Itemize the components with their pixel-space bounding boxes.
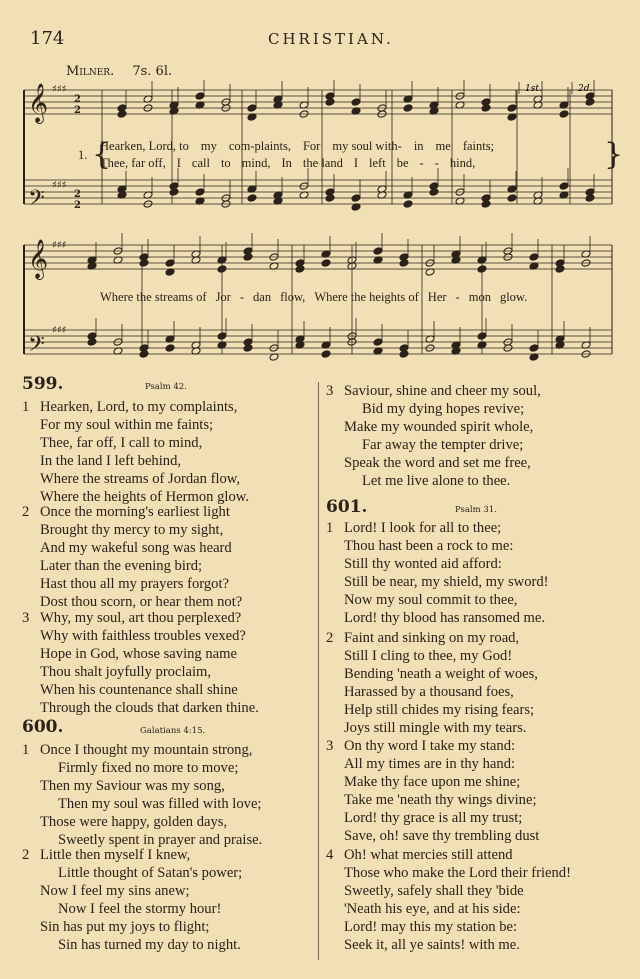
hymn-599-stanza-1 [22,399,249,506]
verse-line: Sweetly, safely shall they 'bide [344,882,524,899]
hymn-599-heading [22,374,63,394]
verse-line: Now I feel my sins anew; [40,882,190,899]
verse-number: 1. [78,148,88,162]
note-head [403,200,413,208]
verse-line: Still I cling to thee, my God! [344,647,513,664]
score-lyric-line-1 [100,139,506,154]
hymn-number: 600. [22,717,64,737]
lyric-syllable: Jor [215,290,231,304]
verse-line: 'Neath his eye, and at his side: [344,900,521,917]
column-divider [318,382,319,960]
lyric-syllable: the land [302,156,343,170]
verse-line: Make my wounded spirit whole, [344,418,534,435]
lyric-syllable: I [353,156,359,170]
verse-line: Lord! thy blood has ransomed me. [344,609,546,626]
hymn-600-heading [22,717,63,737]
hymn-599-reference: Psalm 42. [145,382,187,392]
hymn-number: 599. [22,374,64,394]
verse-line: Dost thou scorn, or hear them not? [40,593,243,610]
verse-line: Thou shalt joyfully proclaim, [40,663,212,680]
verse-line: Bending 'neath a weight of woes, [344,665,538,682]
time-signature: 2 [74,105,81,116]
stanza-number: 2 [22,847,30,863]
verse-line: Bid my dying hopes revive; [362,400,525,417]
note-head [403,104,413,112]
verse-line: Hope in God, whose saving name [40,645,237,662]
lyric-syllable: - [239,290,245,304]
time-signature: 2 [74,189,81,200]
lyric-syllable: flow, [280,290,306,304]
first-ending-label: 1st. [525,84,542,94]
hymn-601-stanza-4 [326,847,571,954]
verse-line: Lord! thy grace is all my trust; [344,809,523,826]
lyric-syllable: my [200,139,217,153]
verse-line: Take me 'neath thy wings divine; [344,791,537,808]
note-head [351,194,361,202]
hymn-601-heading [326,497,367,517]
hymn-600-stanza-2 [22,847,242,954]
treble-clef-icon: 𝄞 [28,83,49,123]
key-signature: ♯♯♯ [52,325,67,336]
hymn-600-stanza-1 [22,742,262,849]
lyric-syllable: glow. [499,290,528,304]
note-head [477,332,487,340]
lyric-syllable: For [302,139,321,153]
stanza-number: 2 [326,630,334,646]
lyric-syllable: in [413,139,424,153]
verse-line: Now my soul commit to thee, [344,591,518,608]
stanza-number: 3 [22,610,30,626]
music-score [22,80,622,365]
lyric-syllable: Thee, far off, [100,156,166,170]
verse-line: Make thy face upon me shine; [344,773,521,790]
note-head [165,259,175,267]
verse-line: And my wakeful song was heard [40,539,232,556]
verse-line: Later than the evening bird; [40,557,203,574]
verse-line: Hast thou all my prayers forgot? [40,575,229,592]
bass-clef-icon: 𝄢 [28,332,45,362]
key-signature: ♯♯♯ [52,180,67,191]
hymn-number: 601. [326,497,368,517]
verse-line: Harassed by a thousand foes, [344,683,514,700]
verse-line: Then my soul was filled with love; [58,795,262,812]
note-head [247,104,257,112]
score-lyric-line-3 [100,290,536,305]
verse-line: Those were happy, golden days, [40,813,228,830]
note-head [217,265,227,273]
verse-line: Sin has turned my day to night. [58,936,241,953]
lyric-syllable: com-plaints, [228,139,291,153]
verse-line: Those who make the Lord their friend! [344,864,571,881]
lyric-syllable: be [396,156,409,170]
verse-line: Thou hast been a rock to me: [344,537,514,554]
verse-line: Speak the word and set me free, [344,454,531,471]
running-title: CHRISTIAN. [268,30,394,48]
verse-line: Oh! what mercies still attend [344,847,513,863]
stanza-number: 1 [22,399,30,415]
verse-line: Sin has put my joys to flight; [40,918,210,935]
bass-clef-icon: 𝄢 [28,186,45,216]
lyric-syllable: mind, [241,156,271,170]
page-number: 174 [30,28,65,49]
brace-icon: } [604,137,624,172]
tune-heading [66,64,186,79]
verse-line: Seek it, all ye saints! with me. [344,936,520,953]
lyric-syllable: my soul with- [332,139,402,153]
verse-line: Where the streams of Jordan flow, [40,470,241,487]
verse-line: On thy word I take my stand: [344,738,516,754]
note-head [351,98,361,106]
lyric-syllable: dan [253,290,272,304]
hymn-601-stanza-1 [326,520,549,627]
stanza-number: 1 [22,742,30,758]
time-signature: 2 [74,200,81,211]
verse-line: Why with faithless troubles vexed? [40,627,246,644]
second-ending-label: 2d. [578,84,593,94]
verse-line: For my soul within me faints; [40,416,214,433]
lyric-syllable: call [191,156,210,170]
note-head [321,350,331,358]
hymn-599-stanza-3 [22,610,259,717]
note-head [195,188,205,196]
stanza-number: 1 [326,520,334,536]
stanza-number: 2 [22,504,30,520]
verse-line: Now I feel the stormy hour! [58,900,222,917]
lyric-syllable: faints; [462,139,495,153]
note-head [373,247,383,255]
verse-line: Lord! may this my station be: [344,918,518,935]
hymn-600-reference: Galatians 4:15. [140,726,206,736]
verse-line: Joys still mingle with my tears. [344,719,527,736]
tune-name: Milner. [66,64,115,79]
lyric-syllable: In [281,156,292,170]
verse-line: Still thy wonted aid afford: [344,555,502,572]
lyric-syllable: Where the heights of [314,290,419,304]
note-head [529,253,539,261]
verse-line: Help still chides my rising fears; [344,701,535,718]
hymn-599-stanza-3b [326,383,541,490]
verse-line: Through the clouds that darken thine. [40,699,259,716]
verse-line: Firmly fixed no more to move; [58,759,239,776]
lyric-syllable: Where the streams of [100,290,207,304]
key-signature: ♯♯♯ [52,240,67,251]
lyric-syllable: hind, [449,156,476,170]
hymn-599-stanza-2 [22,504,242,611]
note-head [529,344,539,352]
verse-line: Far away the tempter drive; [362,436,524,453]
hymn-601-stanza-3 [326,738,539,845]
verse-line: Little thought of Satan's power; [58,864,243,881]
verse-line: Hearken, Lord, to my complaints, [40,399,238,415]
note-head [559,182,569,190]
lyric-syllable: me [435,139,451,153]
lyric-syllable: mon [468,290,491,304]
note-head [217,332,227,340]
verse-line: Saviour, shine and cheer my soul, [344,383,541,399]
verse-line: Where the heights of Hermon glow. [40,488,249,505]
hymn-601-reference: Psalm 31. [455,505,497,515]
lyric-syllable: left [369,156,386,170]
note-head [165,344,175,352]
stanza-number: 4 [326,847,334,863]
lyric-syllable: Her [427,290,447,304]
verse-line: Once the morning's earliest light [40,504,230,520]
stanza-number: 3 [326,383,334,399]
verse-line: Faint and sinking on my road, [344,630,520,646]
verse-line: All my times are in thy hand: [344,755,516,772]
verse-line: Why, my soul, art thou perplexed? [40,610,242,626]
time-signature: 2 [74,94,81,105]
note-head [373,338,383,346]
verse-line: Then my Saviour was my song, [40,777,225,794]
note-head [507,104,517,112]
note-head [477,265,487,273]
note-head [321,259,331,267]
verse-line: Sweetly spent in prayer and praise. [58,831,263,848]
note-head [195,92,205,100]
tune-meter: 7s. 6l. [132,64,173,79]
note-head [247,194,257,202]
brace-icon: { [92,137,112,172]
lyric-syllable: - [434,156,439,170]
lyric-syllable: - [455,290,460,304]
verse-line: Still be near, my shield, my sword! [344,573,549,590]
note-head [507,194,517,202]
verse-line: Lord! I look for all to thee; [344,520,502,536]
lyric-syllable: I [176,156,181,170]
verse-line: Save, oh! save thy trembling dust [344,827,540,844]
verse-line: When his countenance shall shine [40,681,238,698]
lyric-syllable: to [220,156,231,170]
treble-clef-icon: 𝄞 [28,239,49,279]
verse-line: Brought thy mercy to my sight, [40,521,224,538]
lyric-syllable: - [419,156,424,170]
score-lyric-line-2 [100,156,486,171]
stanza-number: 3 [326,738,334,754]
note-head [559,110,569,118]
hymn-601-stanza-2 [326,630,538,737]
verse-line: Little then myself I knew, [40,847,191,863]
verse-line: Let me live alone to thee. [362,472,511,489]
verse-line: In the land I left behind, [40,452,182,469]
verse-line: Once I thought my mountain strong, [40,742,253,758]
verse-line: Thee, far off, I call to mind, [40,434,203,451]
key-signature: ♯♯♯ [52,84,67,95]
lyric-syllable: Hearken, Lord, to [100,139,189,153]
